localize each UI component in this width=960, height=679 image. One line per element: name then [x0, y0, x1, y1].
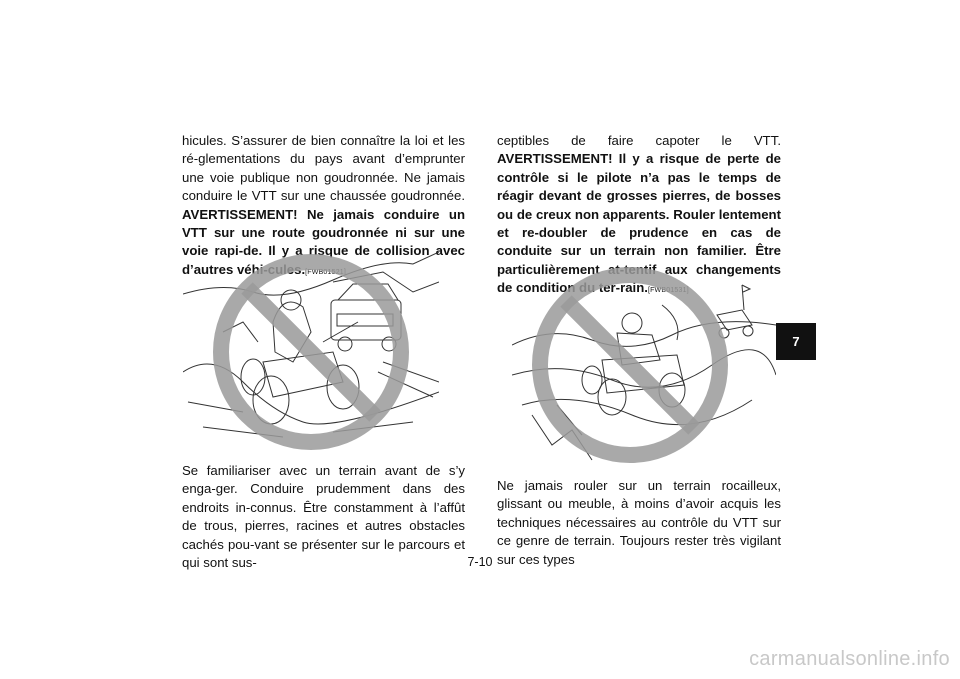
left-column-bottom — [182, 462, 465, 572]
warning-text: AVERTISSEMENT! Il y a risque de perte de contrôle si le pilote n’a pas le temps de réagir devant de grosses pierres, de bosses ou de creux non apparents. Rouler lentement et re-doubler de prudence en cas de conduite sur un terrain non familier. Être particulièrement at-tentif aux changements de condition du ter-rain. — [497, 151, 781, 296]
warning-code: [FWB01531] — [647, 287, 689, 295]
page-number: 7-10 — [467, 555, 493, 569]
prohibition-sign-icon — [221, 262, 401, 442]
illustration-atv-rough-terrain-prohibited — [512, 265, 776, 465]
chapter-tab: 7 — [776, 323, 816, 360]
watermark: carmanualsonline.info — [749, 648, 950, 670]
paragraph-text: Se familiariser avec un terrain avant de s’y enga-ger. Conduire prudemment dans des endroits in-connus. Être constamment à l’affût de trous, pierres, racines et autres obstacles cachés pou-vant se présenter sur le parcours et qui sont sus- — [182, 463, 465, 571]
warning-code: [FWB01521] — [305, 268, 347, 276]
warning-text: AVERTISSEMENT! Ne jamais conduire un VTT sur une route goudronnée ni sur une voie rapi-de. Il y a risque de collision avec d’autres véhi-cules. — [182, 206, 465, 277]
paragraph-text: Ne jamais rouler sur un terrain rocailleux, glissant ou meuble, à moins d’avoir acquis les techniques nécessaires au contrôle du VTT sur ce genre de terrain. Toujours rester très vigilant sur ces types — [497, 478, 781, 567]
paragraph-text: hicules. S’assurer de bien connaître la loi et les ré-glementations du pays avant d’emprunter une voie publique non goudronnée. Ne jamais conduire le VTT sur une chaussée goudronnée. — [182, 133, 465, 204]
illustration-atv-on-road-prohibited — [183, 252, 439, 452]
right-column-bottom — [497, 477, 781, 569]
prohibition-sign-icon — [540, 275, 720, 455]
paragraph-text: ceptibles de faire capoter le VTT. — [497, 133, 781, 148]
